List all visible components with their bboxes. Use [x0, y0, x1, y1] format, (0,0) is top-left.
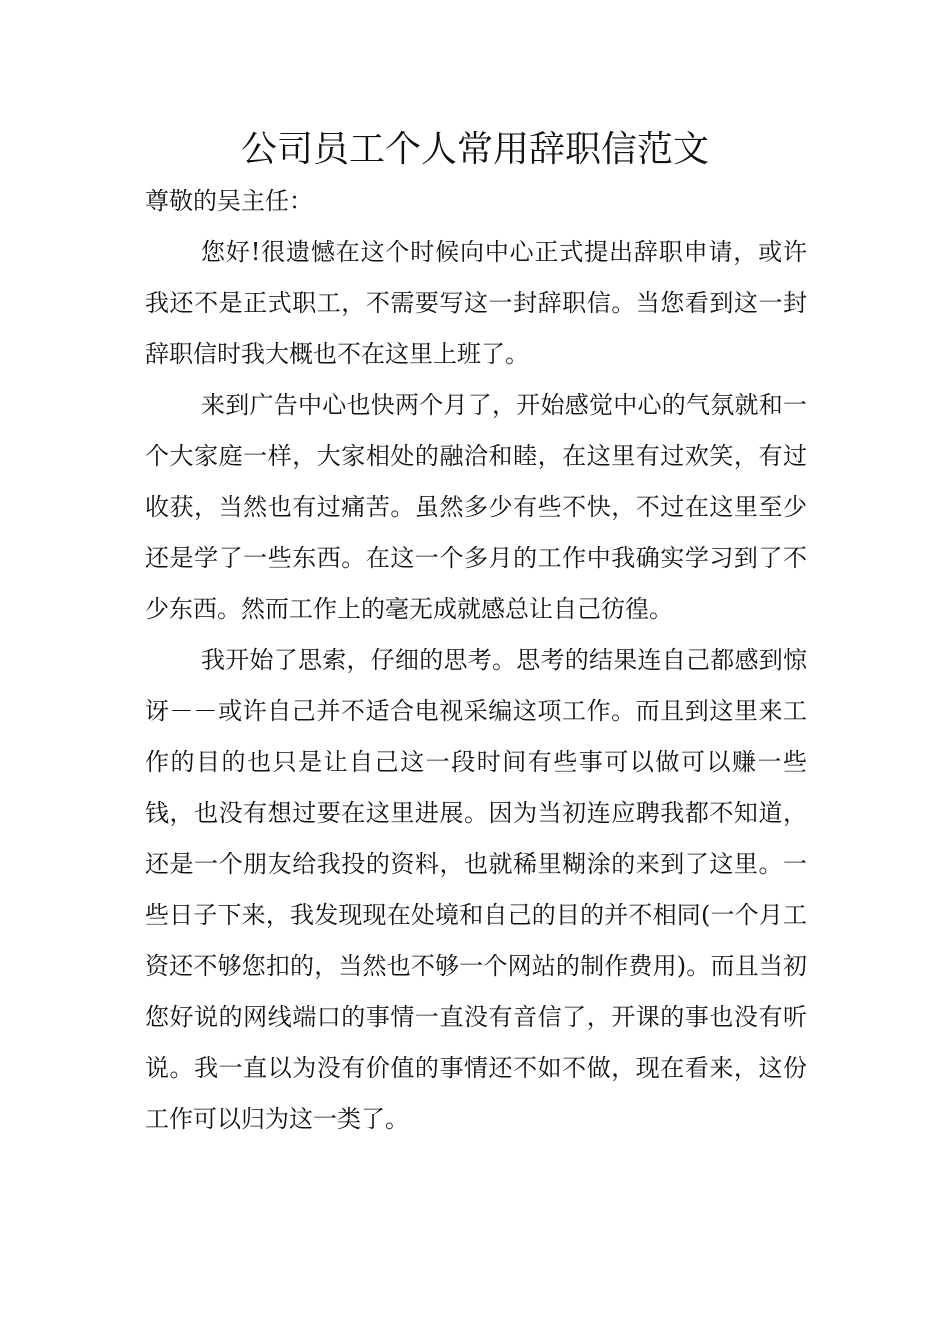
paragraph-2: 来到广告中心也快两个月了，开始感觉中心的气氛就和一个大家庭一样，大家相处的融洽和睦，在这里有过欢笑，有过收获，当然也有过痛苦。虽然多少有些不快，不过在这里至少还是学了一些东西。在这一个多月的工作中我确实学习到了不少东西。然而工作上的毫无成就感总让自己彷徨。 [145, 391, 807, 623]
salutation: 尊敬的吴主任： [145, 187, 313, 215]
letter-body [145, 176, 807, 1145]
paragraph-3: 我开始了思索，仔细的思考。思考的结果连自己都感到惊讶－－或许自己并不适合电视采编这项工作。而且到这里来工作的目的也只是让自己这一段时间有些事可以做可以赚一些钱，也没有想过要在这里进展。因为当初连应聘我都不知道，还是一个朋友给我投的资料，也就稀里糊涂的来到了这里。一些日子下来，我发现现在处境和自己的目的并不相同(一个月工资还不够您扣的，当然也不够一个网站的制作费用)。而且当初您好说的网线端口的事情一直没有音信了，开课的事也没有听说。我一直以为没有价值的事情还不如不做，现在看来，这份工作可以归为这一类了。 [145, 646, 807, 1133]
paragraph-1: 您好!很遗憾在这个时候向中心正式提出辞职申请，或许我还不是正式职工，不需要写这一封辞职信。当您看到这一封辞职信时我大概也不在这里上班了。 [145, 238, 807, 368]
document-title: 公司员工个人常用辞职信范文 [240, 129, 709, 170]
